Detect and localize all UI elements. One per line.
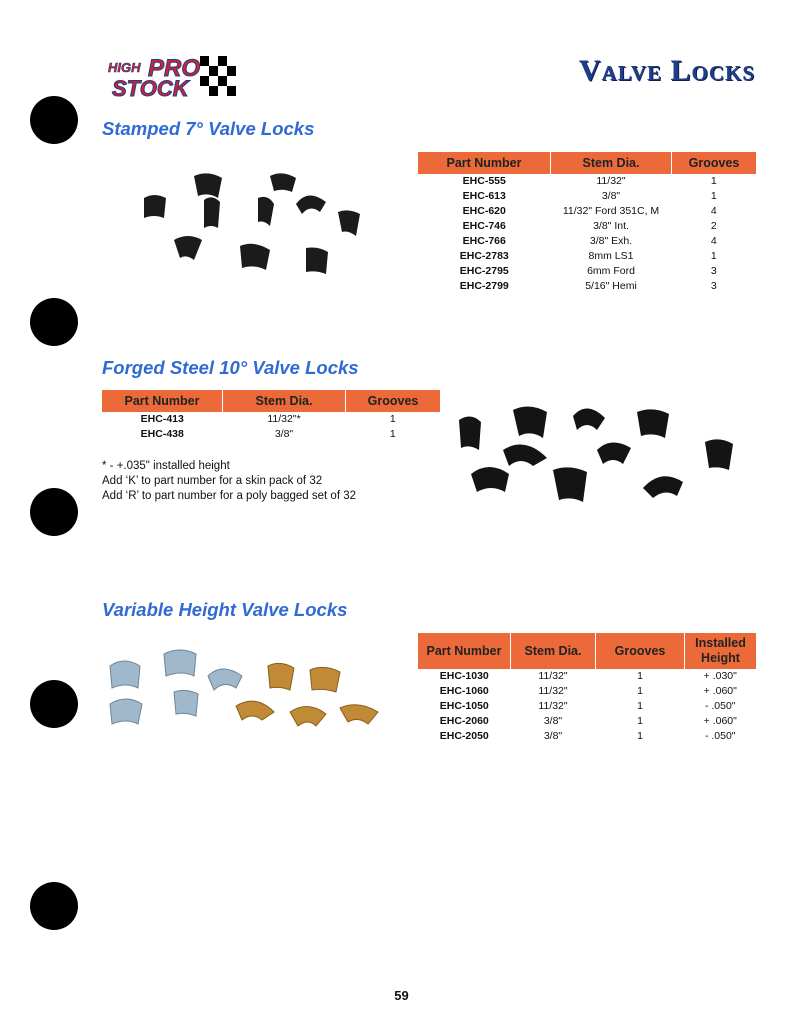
col-stem-dia: Stem Dia.: [511, 633, 596, 669]
checkered-flag-icon: [200, 56, 236, 96]
table-row: [418, 684, 756, 699]
installed-height: - .050": [704, 700, 736, 712]
table-row: [102, 427, 440, 442]
stem-dia: 3/8": [274, 428, 294, 440]
col-installed-height: Installed Height: [685, 633, 757, 669]
page-title: Valve Locks: [578, 54, 755, 87]
binder-hole: [30, 882, 78, 930]
svg-text:STOCK: STOCK: [112, 76, 189, 101]
col-grooves: Grooves: [672, 152, 757, 174]
brand-logo: [104, 50, 240, 104]
table-row: [418, 219, 756, 234]
part-number: EHC-2795: [459, 265, 509, 277]
table-row: [418, 264, 756, 279]
section-title-stamped: Stamped 7° Valve Locks: [102, 118, 315, 139]
page-number: 59: [394, 988, 409, 1003]
col-grooves: Grooves: [596, 633, 685, 669]
stem-dia: 5/16" Hemi: [585, 280, 637, 292]
part-number: EHC-555: [462, 175, 506, 187]
binder-hole: [30, 488, 78, 536]
svg-text:PRO: PRO: [148, 55, 201, 82]
forged-notes: [102, 459, 356, 504]
installed-height: - .050": [704, 730, 736, 742]
section-title-forged: Forged Steel 10° Valve Locks: [102, 357, 359, 378]
note-line: Add ‘K’ to part number for a skin pack of 32: [102, 475, 323, 487]
col-part-number: Part Number: [418, 633, 511, 669]
binder-hole: [30, 298, 78, 346]
forged-locks-photo: [455, 402, 755, 514]
col-stem-dia: Stem Dia.: [551, 152, 672, 174]
grooves: 2: [710, 220, 717, 232]
variable-spec-table: [418, 633, 756, 744]
installed-height: + .060": [703, 685, 737, 697]
table-row: [418, 249, 756, 264]
table-row: [418, 279, 756, 294]
part-number: EHC-746: [462, 220, 506, 232]
grooves: 3: [710, 265, 717, 277]
table-row: [102, 412, 440, 427]
grooves: 1: [389, 428, 396, 440]
stem-dia: 3/8": [543, 730, 563, 742]
col-stem-dia: Stem Dia.: [223, 390, 346, 412]
installed-height: + .030": [703, 670, 737, 682]
note-line: Add ‘R’ to part number for a poly bagged set of 32: [102, 490, 357, 502]
grooves: 1: [637, 730, 643, 742]
table-row: [418, 714, 756, 729]
col-part-number: Part Number: [418, 152, 551, 174]
col-part-number: Part Number: [102, 390, 223, 412]
table-row: [418, 669, 756, 684]
part-number: EHC-1060: [439, 685, 489, 697]
part-number: EHC-613: [462, 190, 506, 202]
forged-spec-table: [102, 390, 440, 442]
part-number: EHC-620: [462, 205, 506, 217]
binder-hole: [30, 96, 78, 144]
table-row: [418, 234, 756, 249]
section-title-variable: Variable Height Valve Locks: [102, 599, 348, 620]
stem-dia: 3/8" Exh.: [589, 235, 633, 247]
grooves: 1: [637, 670, 643, 682]
part-number: EHC-1050: [439, 700, 489, 712]
stem-dia: 11/32": [538, 670, 568, 682]
table-row: [418, 699, 756, 714]
stem-dia: 11/32": [538, 685, 568, 697]
stem-dia: 11/32"*: [267, 413, 301, 425]
binder-hole: [30, 680, 78, 728]
stem-dia: 3/8": [601, 190, 621, 202]
col-grooves: Grooves: [346, 390, 441, 412]
part-number: EHC-2783: [459, 250, 509, 262]
stem-dia: 11/32": [538, 700, 568, 712]
stamped-spec-table: [418, 152, 756, 294]
grooves: 3: [710, 280, 717, 292]
variable-locks-photo: [104, 646, 390, 742]
part-number: EHC-2799: [459, 280, 509, 292]
stem-dia: 3/8" Int.: [593, 220, 629, 232]
note-line: * - +.035" installed height: [102, 460, 230, 472]
part-number: EHC-413: [140, 413, 184, 425]
grooves: 1: [637, 685, 643, 697]
table-row: [418, 189, 756, 204]
stem-dia: 11/32": [596, 175, 626, 187]
table-row: [418, 174, 756, 189]
grooves: 1: [637, 700, 643, 712]
table-row: [418, 204, 756, 219]
part-number: EHC-2060: [439, 715, 489, 727]
grooves: 1: [710, 175, 717, 187]
stem-dia: 11/32" Ford 351C, M: [562, 205, 660, 217]
grooves: 4: [710, 205, 717, 217]
part-number: EHC-766: [462, 235, 506, 247]
part-number: EHC-2050: [439, 730, 489, 742]
svg-text:HIGH: HIGH: [108, 60, 141, 75]
stem-dia: 6mm Ford: [587, 265, 635, 277]
stem-dia: 3/8": [543, 715, 563, 727]
stamped-locks-photo: [138, 170, 368, 280]
grooves: 1: [389, 413, 396, 425]
part-number: EHC-438: [140, 428, 184, 440]
stem-dia: 8mm LS1: [588, 250, 634, 262]
grooves: 1: [710, 250, 717, 262]
grooves: 1: [637, 715, 643, 727]
part-number: EHC-1030: [439, 670, 489, 682]
installed-height: + .060": [703, 715, 737, 727]
grooves: 4: [710, 235, 717, 247]
table-row: [418, 729, 756, 744]
grooves: 1: [710, 190, 717, 202]
